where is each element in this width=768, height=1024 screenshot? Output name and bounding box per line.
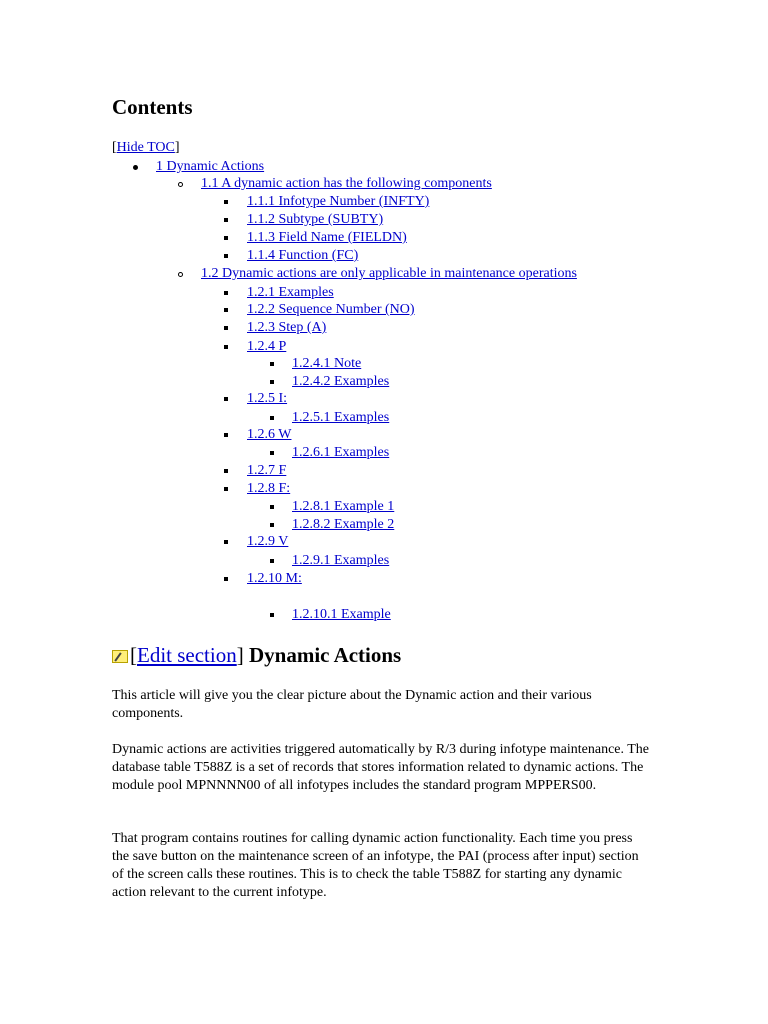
toc-link[interactable]: 1.2.2 Sequence Number (NO) [247,302,415,317]
section-title: Dynamic Actions [248,643,402,667]
edit-open-bracket: [ [130,643,137,667]
toc-link[interactable]: 1.2.7 F [247,463,287,478]
edit-section-link[interactable]: Edit section [137,643,237,667]
toc-bullet-icon [224,577,228,581]
toc-link[interactable]: 1.1.2 Subtype (SUBTY) [247,212,384,227]
hide-toc-close-bracket: ] [174,140,180,155]
toc-link[interactable]: 1.2.5 I: [247,391,288,406]
paragraph-intro: This article will give you the clear picture about the Dynamic action and their various components. [112,688,592,721]
toc-bullet-icon [224,236,228,240]
toc-link[interactable]: 1.2.5.1 Examples [292,410,390,425]
toc-bullet-icon [270,559,274,563]
section-heading-dynamic-actions [112,641,401,669]
toc-bullet-icon [224,433,228,437]
toc-bullet-icon [224,469,228,473]
toc-bullet-icon [270,362,274,366]
toc-link[interactable]: 1.2.6 W [247,427,292,442]
toc-link[interactable]: 1.2.3 Step (A) [247,320,327,335]
toc-bullet-icon [224,200,228,204]
toc-link[interactable]: 1.1.3 Field Name (FIELDN) [247,230,407,245]
toc-bullet-icon [133,165,138,170]
toc-link[interactable]: 1.1.4 Function (FC) [247,248,359,263]
toc-bullet-icon [224,218,228,222]
toc-link[interactable]: 1.2.6.1 Examples [292,445,390,460]
toc-bullet-icon [178,182,183,187]
paragraph-definition: Dynamic actions are activities triggered automatically by R/3 during infotype maintenance. The database table T588Z is a set of records that stores information related to dynamic actions. The module pool MPNNNN00 of all infotypes includes the standard program MPPERS00. [112,742,650,793]
toc-bullet-icon [224,308,228,312]
toc-bullet-icon [270,613,274,617]
edit-section-control [130,643,244,667]
toc-bullet-icon [224,254,228,258]
paragraph-program: That program contains routines for calling dynamic action functionality. Each time you press the save button on the maintenance screen of an infotype, the PAI (process after input) section of the screen calls these routines. This is to check the table T588Z for starting any dynamic action relevant to the current infotype. [112,831,639,900]
toc-link[interactable]: 1.2.10.1 Example [292,607,391,622]
toc-bullet-icon [270,523,274,527]
toc-link[interactable]: 1 Dynamic Actions [156,159,265,174]
toc-bullet-icon [270,416,274,420]
toc-link[interactable]: 1.2.4.2 Examples [292,374,390,389]
toc-bullet-icon [224,487,228,491]
toc-bullet-icon [224,326,228,330]
toc-link[interactable]: 1.1.1 Infotype Number (INFTY) [247,194,430,209]
hide-toc-open-bracket: [ [112,140,117,155]
hide-toc-control [112,139,180,156]
toc-link[interactable]: 1.2 Dynamic actions are only applicable in maintenance operations [201,266,577,281]
contents-heading: Contents [112,95,193,119]
toc-link[interactable]: 1.2.9 V [247,534,289,549]
toc-link[interactable]: 1.2.1 Examples [247,285,334,300]
toc-link[interactable]: 1.1 A dynamic action has the following components [201,176,492,191]
toc-link[interactable]: 1.2.9.1 Examples [292,553,390,568]
toc-bullet-icon [178,272,183,277]
toc-bullet-icon [224,540,228,544]
toc-bullet-icon [270,380,274,384]
toc-bullet-icon [270,505,274,509]
hide-toc-link[interactable]: Hide TOC [116,140,175,155]
toc-link[interactable]: 1.2.8.1 Example 1 [292,499,395,514]
toc-bullet-icon [224,291,228,295]
edit-close-bracket: ] [236,643,244,667]
toc-link[interactable]: 1.2.10 M: [247,571,302,586]
toc-bullet-icon [224,397,228,401]
toc-link[interactable]: 1.2.4 P [247,339,287,354]
toc-link[interactable]: 1.2.8 F: [247,481,291,496]
toc-link[interactable]: 1.2.8.2 Example 2 [292,517,395,532]
toc-bullet-icon [224,345,228,349]
toc-bullet-icon [270,451,274,455]
edit-pencil-icon[interactable] [112,650,128,663]
toc-link[interactable]: 1.2.4.1 Note [292,356,362,371]
